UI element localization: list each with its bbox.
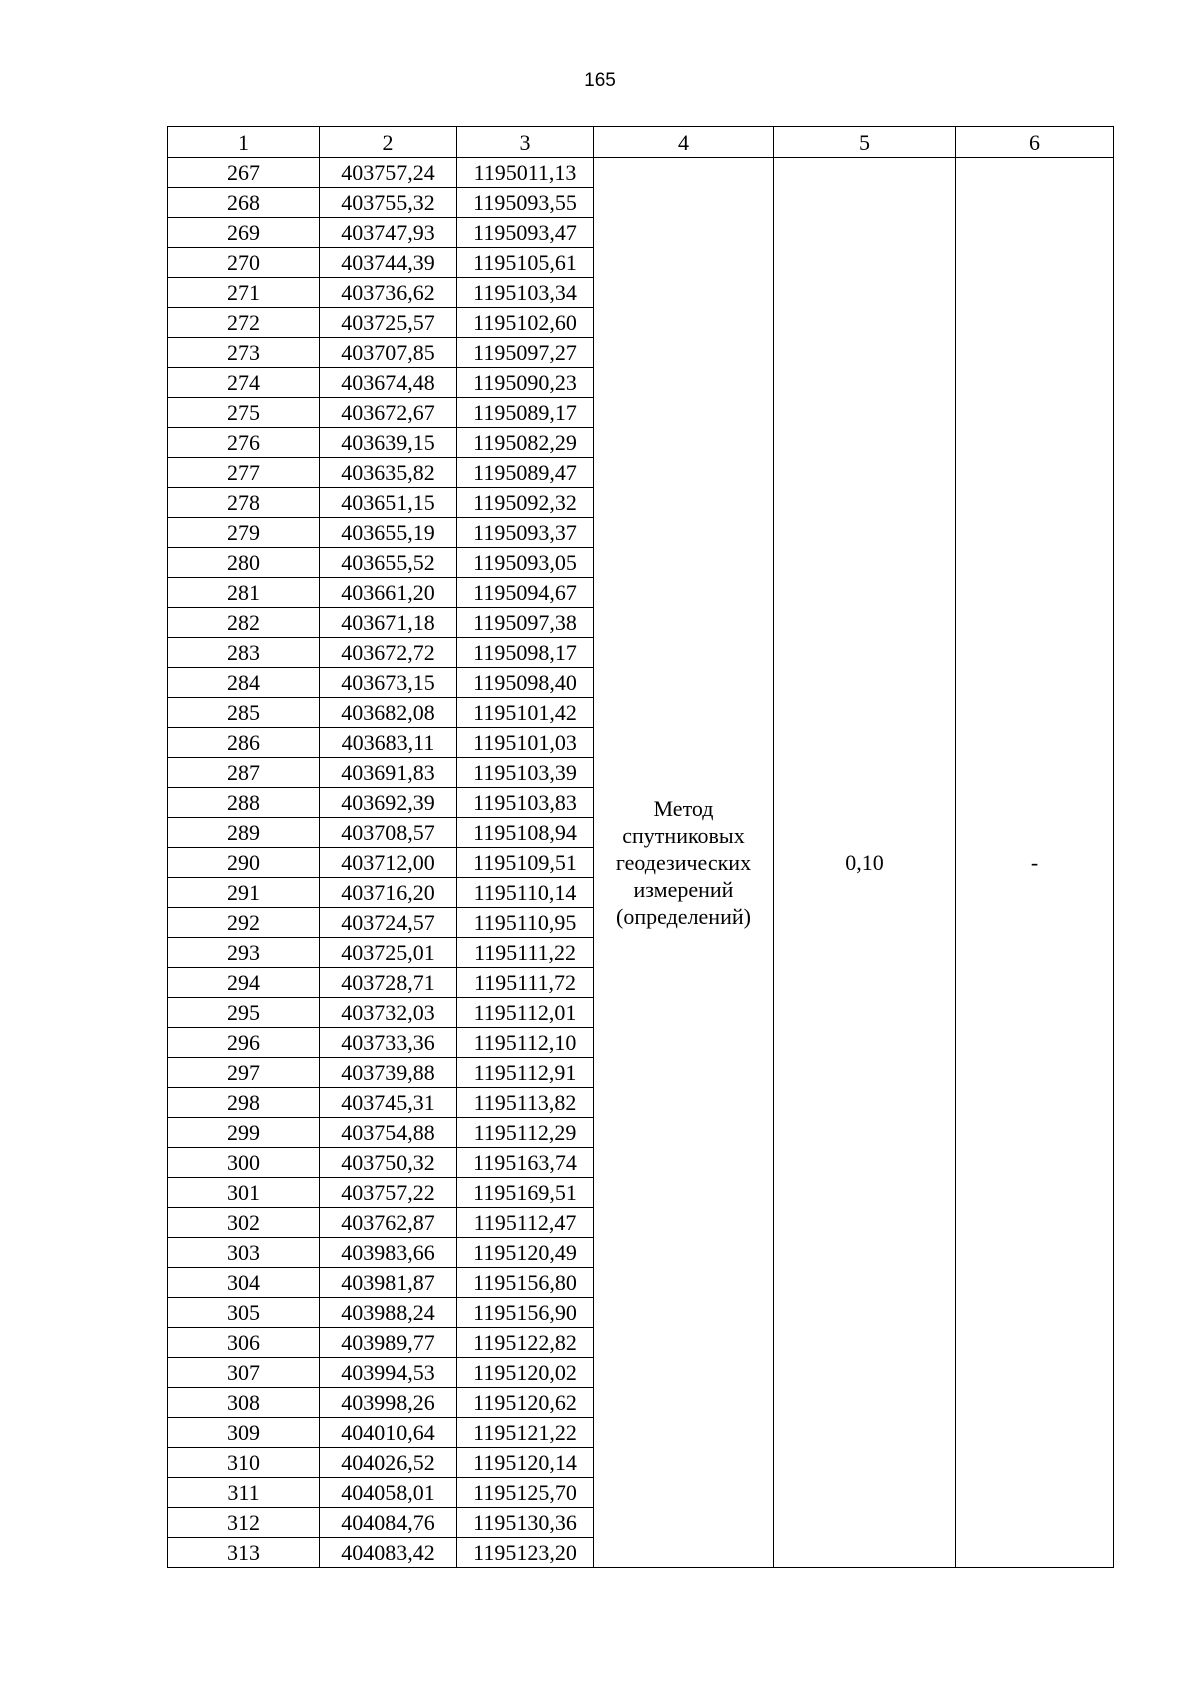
method-text: Метод спутниковых геодезических измерений (определений) [615, 796, 752, 929]
x-coordinate-cell: 403732,03 [320, 998, 457, 1028]
y-coordinate-cell: 1195103,39 [457, 758, 594, 788]
x-coordinate-cell: 403989,77 [320, 1328, 457, 1358]
point-number-cell: 311 [168, 1478, 320, 1508]
y-coordinate-cell: 1195156,90 [457, 1298, 594, 1328]
y-coordinate-cell: 1195113,82 [457, 1088, 594, 1118]
x-coordinate-cell: 403762,87 [320, 1208, 457, 1238]
x-coordinate-cell: 403736,62 [320, 278, 457, 308]
y-coordinate-cell: 1195120,02 [457, 1358, 594, 1388]
x-coordinate-cell: 404058,01 [320, 1478, 457, 1508]
column-header-3: 3 [457, 127, 594, 158]
x-coordinate-cell: 403673,15 [320, 668, 457, 698]
x-coordinate-cell: 403712,00 [320, 848, 457, 878]
point-number-cell: 291 [168, 878, 320, 908]
x-coordinate-cell: 403672,72 [320, 638, 457, 668]
point-number-cell: 310 [168, 1448, 320, 1478]
point-number-cell: 309 [168, 1418, 320, 1448]
x-coordinate-cell: 403716,20 [320, 878, 457, 908]
y-coordinate-cell: 1195093,37 [457, 518, 594, 548]
y-coordinate-cell: 1195110,14 [457, 878, 594, 908]
point-number-cell: 307 [168, 1358, 320, 1388]
point-number-cell: 268 [168, 188, 320, 218]
y-coordinate-cell: 1195112,01 [457, 998, 594, 1028]
point-number-cell: 301 [168, 1178, 320, 1208]
x-coordinate-cell: 404083,42 [320, 1538, 457, 1568]
point-number-cell: 297 [168, 1058, 320, 1088]
y-coordinate-cell: 1195011,13 [457, 158, 594, 188]
y-coordinate-cell: 1195112,29 [457, 1118, 594, 1148]
y-coordinate-cell: 1195093,55 [457, 188, 594, 218]
y-coordinate-cell: 1195092,32 [457, 488, 594, 518]
point-number-cell: 273 [168, 338, 320, 368]
point-number-cell: 270 [168, 248, 320, 278]
x-coordinate-cell: 403728,71 [320, 968, 457, 998]
y-coordinate-cell: 1195097,27 [457, 338, 594, 368]
y-coordinate-cell: 1195094,67 [457, 578, 594, 608]
column-header-2: 2 [320, 127, 457, 158]
x-coordinate-cell: 403744,39 [320, 248, 457, 278]
page-number: 165 [584, 70, 616, 91]
y-coordinate-cell: 1195125,70 [457, 1478, 594, 1508]
y-coordinate-cell: 1195082,29 [457, 428, 594, 458]
point-number-cell: 290 [168, 848, 320, 878]
y-coordinate-cell: 1195121,22 [457, 1418, 594, 1448]
x-coordinate-cell: 403655,52 [320, 548, 457, 578]
note-cell: - [956, 158, 1114, 1568]
y-coordinate-cell: 1195111,72 [457, 968, 594, 998]
point-number-cell: 305 [168, 1298, 320, 1328]
y-coordinate-cell: 1195163,74 [457, 1148, 594, 1178]
point-number-cell: 304 [168, 1268, 320, 1298]
y-coordinate-cell: 1195101,03 [457, 728, 594, 758]
point-number-cell: 298 [168, 1088, 320, 1118]
point-number-cell: 313 [168, 1538, 320, 1568]
y-coordinate-cell: 1195120,14 [457, 1448, 594, 1478]
y-coordinate-cell: 1195112,47 [457, 1208, 594, 1238]
x-coordinate-cell: 404010,64 [320, 1418, 457, 1448]
x-coordinate-cell: 403707,85 [320, 338, 457, 368]
y-coordinate-cell: 1195122,82 [457, 1328, 594, 1358]
x-coordinate-cell: 403994,53 [320, 1358, 457, 1388]
x-coordinate-cell: 403651,15 [320, 488, 457, 518]
point-number-cell: 283 [168, 638, 320, 668]
point-number-cell: 308 [168, 1388, 320, 1418]
point-number-cell: 276 [168, 428, 320, 458]
point-number-cell: 269 [168, 218, 320, 248]
point-number-cell: 277 [168, 458, 320, 488]
y-coordinate-cell: 1195112,91 [457, 1058, 594, 1088]
y-coordinate-cell: 1195098,40 [457, 668, 594, 698]
x-coordinate-cell: 403635,82 [320, 458, 457, 488]
y-coordinate-cell: 1195120,49 [457, 1238, 594, 1268]
x-coordinate-cell: 403747,93 [320, 218, 457, 248]
table-header [168, 127, 1114, 158]
point-number-cell: 280 [168, 548, 320, 578]
y-coordinate-cell: 1195103,83 [457, 788, 594, 818]
x-coordinate-cell: 403754,88 [320, 1118, 457, 1148]
y-coordinate-cell: 1195097,38 [457, 608, 594, 638]
point-number-cell: 285 [168, 698, 320, 728]
x-coordinate-cell: 403757,22 [320, 1178, 457, 1208]
point-number-cell: 293 [168, 938, 320, 968]
table-row [168, 158, 1114, 188]
x-coordinate-cell: 403672,67 [320, 398, 457, 428]
point-number-cell: 282 [168, 608, 320, 638]
x-coordinate-cell: 403988,24 [320, 1298, 457, 1328]
y-coordinate-cell: 1195169,51 [457, 1178, 594, 1208]
point-number-cell: 274 [168, 368, 320, 398]
point-number-cell: 275 [168, 398, 320, 428]
point-number-cell: 302 [168, 1208, 320, 1238]
point-number-cell: 296 [168, 1028, 320, 1058]
y-coordinate-cell: 1195105,61 [457, 248, 594, 278]
coordinates-table [167, 126, 1114, 1568]
y-coordinate-cell: 1195109,51 [457, 848, 594, 878]
x-coordinate-cell: 403725,01 [320, 938, 457, 968]
x-coordinate-cell: 403755,32 [320, 188, 457, 218]
y-coordinate-cell: 1195102,60 [457, 308, 594, 338]
x-coordinate-cell: 403981,87 [320, 1268, 457, 1298]
point-number-cell: 289 [168, 818, 320, 848]
column-header-4: 4 [594, 127, 774, 158]
point-number-cell: 267 [168, 158, 320, 188]
accuracy-cell: 0,10 [774, 158, 956, 1568]
point-number-cell: 292 [168, 908, 320, 938]
point-number-cell: 284 [168, 668, 320, 698]
y-coordinate-cell: 1195089,17 [457, 398, 594, 428]
point-number-cell: 300 [168, 1148, 320, 1178]
y-coordinate-cell: 1195112,10 [457, 1028, 594, 1058]
point-number-cell: 294 [168, 968, 320, 998]
point-number-cell: 281 [168, 578, 320, 608]
column-header-6: 6 [956, 127, 1114, 158]
header-row [168, 127, 1114, 158]
y-coordinate-cell: 1195108,94 [457, 818, 594, 848]
x-coordinate-cell: 403983,66 [320, 1238, 457, 1268]
x-coordinate-cell: 403683,11 [320, 728, 457, 758]
y-coordinate-cell: 1195110,95 [457, 908, 594, 938]
point-number-cell: 303 [168, 1238, 320, 1268]
x-coordinate-cell: 403739,88 [320, 1058, 457, 1088]
point-number-cell: 299 [168, 1118, 320, 1148]
point-number-cell: 272 [168, 308, 320, 338]
point-number-cell: 279 [168, 518, 320, 548]
y-coordinate-cell: 1195098,17 [457, 638, 594, 668]
x-coordinate-cell: 403725,57 [320, 308, 457, 338]
x-coordinate-cell: 403692,39 [320, 788, 457, 818]
x-coordinate-cell: 403708,57 [320, 818, 457, 848]
y-coordinate-cell: 1195120,62 [457, 1388, 594, 1418]
x-coordinate-cell: 403661,20 [320, 578, 457, 608]
x-coordinate-cell: 403639,15 [320, 428, 457, 458]
point-number-cell: 288 [168, 788, 320, 818]
x-coordinate-cell: 403745,31 [320, 1088, 457, 1118]
point-number-cell: 271 [168, 278, 320, 308]
x-coordinate-cell: 403733,36 [320, 1028, 457, 1058]
column-header-5: 5 [774, 127, 956, 158]
y-coordinate-cell: 1195111,22 [457, 938, 594, 968]
y-coordinate-cell: 1195123,20 [457, 1538, 594, 1568]
x-coordinate-cell: 403682,08 [320, 698, 457, 728]
point-number-cell: 278 [168, 488, 320, 518]
y-coordinate-cell: 1195089,47 [457, 458, 594, 488]
x-coordinate-cell: 403671,18 [320, 608, 457, 638]
x-coordinate-cell: 403691,83 [320, 758, 457, 788]
y-coordinate-cell: 1195130,36 [457, 1508, 594, 1538]
table-body [168, 158, 1114, 1568]
point-number-cell: 312 [168, 1508, 320, 1538]
y-coordinate-cell: 1195103,34 [457, 278, 594, 308]
point-number-cell: 295 [168, 998, 320, 1028]
y-coordinate-cell: 1195093,47 [457, 218, 594, 248]
x-coordinate-cell: 403750,32 [320, 1148, 457, 1178]
x-coordinate-cell: 403674,48 [320, 368, 457, 398]
x-coordinate-cell: 403655,19 [320, 518, 457, 548]
point-number-cell: 306 [168, 1328, 320, 1358]
column-header-1: 1 [168, 127, 320, 158]
x-coordinate-cell: 403757,24 [320, 158, 457, 188]
x-coordinate-cell: 403998,26 [320, 1388, 457, 1418]
point-number-cell: 287 [168, 758, 320, 788]
point-number-cell: 286 [168, 728, 320, 758]
y-coordinate-cell: 1195101,42 [457, 698, 594, 728]
x-coordinate-cell: 403724,57 [320, 908, 457, 938]
x-coordinate-cell: 404026,52 [320, 1448, 457, 1478]
y-coordinate-cell: 1195156,80 [457, 1268, 594, 1298]
method-cell [594, 158, 774, 1568]
x-coordinate-cell: 404084,76 [320, 1508, 457, 1538]
y-coordinate-cell: 1195093,05 [457, 548, 594, 578]
y-coordinate-cell: 1195090,23 [457, 368, 594, 398]
